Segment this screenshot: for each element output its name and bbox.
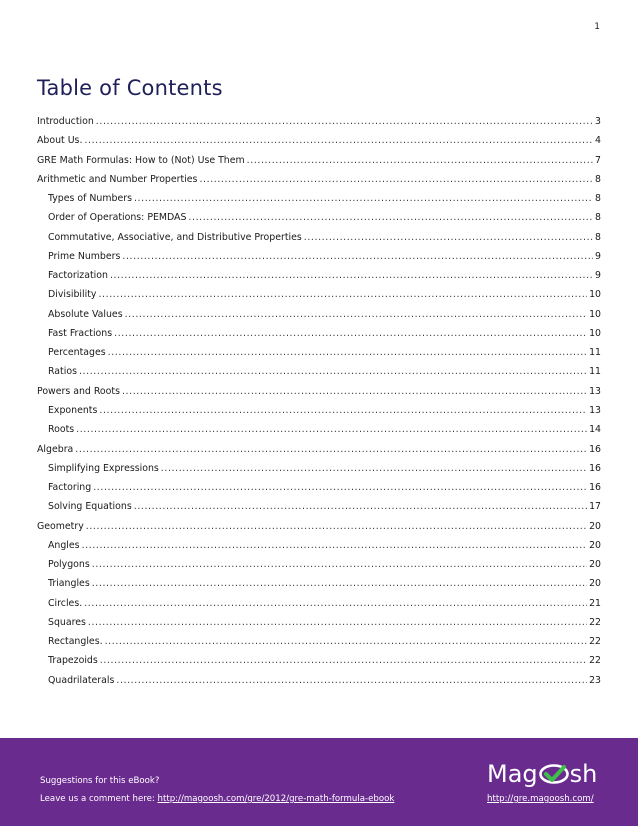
footer-comment-prefix: Leave us a comment here: [40,794,155,804]
toc-entry-label: Introduction [37,116,94,127]
toc-entry[interactable] [37,482,601,501]
toc-entry[interactable] [37,155,601,174]
toc-entry[interactable] [37,135,601,154]
toc-entry-page: 16 [589,443,601,455]
toc-entry[interactable] [37,598,601,617]
footer-comment-line [40,794,394,804]
footer-suggestion-text: Suggestions for this eBook? [40,776,160,786]
toc-entry-label: Geometry [37,520,84,532]
toc-entry-label: Divisibility [48,289,97,301]
toc-entry[interactable] [37,212,601,231]
toc-entry[interactable] [37,655,601,674]
toc-dot-leader [93,482,587,493]
toc-dot-leader [116,675,587,686]
toc-entry-label: Arithmetic and Number Properties [37,173,198,185]
toc-entry-label: Factoring [48,482,92,494]
toc-entry-page: 9 [595,250,601,262]
toc-entry-label: Rectangles. [48,636,103,648]
toc-dot-leader [122,251,593,262]
toc-dot-leader [122,386,587,397]
toc-dot-leader [88,617,587,628]
toc-dot-leader [86,521,587,532]
toc-entry[interactable] [37,559,601,578]
toc-entry-page: 22 [589,616,601,628]
toc-dot-leader [110,270,593,281]
toc-dot-leader [75,444,587,455]
toc-entry-label: Quadrilaterals [48,674,115,686]
toc-entry-page: 21 [589,597,601,609]
toc-entry-page: 9 [595,270,601,282]
table-of-contents [37,116,601,694]
toc-dot-leader [76,424,587,435]
toc-dot-leader [161,463,587,474]
toc-entry[interactable] [37,386,601,405]
toc-entry[interactable] [37,251,601,270]
toc-entry-page: 14 [589,424,601,436]
toc-dot-leader [247,155,593,166]
toc-entry-label: Roots [48,424,75,436]
toc-entry-page: 20 [589,559,601,571]
toc-entry[interactable] [37,444,601,463]
toc-entry-page: 17 [589,501,601,513]
logo-text-left: Mag [487,760,538,788]
toc-dot-leader [99,405,587,416]
toc-entry-page: 20 [589,578,601,590]
toc-entry-page: 16 [589,482,601,494]
toc-dot-leader [100,655,587,666]
comment-link[interactable]: http://magoosh.com/gre/2012/gre-math-formula-ebook [157,794,395,804]
toc-entry-label: Types of Numbers [48,193,132,205]
toc-entry-label: Absolute Values [48,308,123,320]
toc-dot-leader [108,347,587,358]
toc-entry[interactable] [37,521,601,540]
toc-entry-label: GRE Math Formulas: How to (Not) Use Them [37,154,245,166]
toc-entry[interactable] [37,309,601,328]
toc-entry[interactable] [37,347,601,366]
toc-entry-page: 20 [589,539,601,551]
toc-dot-leader [199,174,593,185]
toc-entry-page: 16 [589,462,601,474]
toc-dot-leader [84,598,587,609]
toc-dot-leader [92,559,587,570]
toc-entry-page: 13 [589,404,601,416]
toc-entry-label: Fast Fractions [48,327,113,339]
toc-entry[interactable] [37,578,601,597]
toc-entry[interactable] [37,675,601,694]
toc-entry-page: 10 [589,327,601,339]
toc-dot-leader [96,116,593,127]
toc-entry-page: 7 [595,154,601,166]
toc-entry[interactable] [37,405,601,424]
toc-entry-label: Factorization [48,270,108,282]
toc-dot-leader [188,212,593,223]
toc-entry-label: Angles [48,539,80,551]
footer-banner [0,738,638,826]
toc-entry-page: 10 [589,289,601,301]
toc-entry-label: Triangles [48,578,90,590]
toc-dot-leader [304,232,593,243]
toc-dot-leader [92,578,587,589]
toc-entry-page: 23 [589,674,601,686]
toc-entry[interactable] [37,463,601,482]
toc-entry[interactable] [37,174,601,193]
toc-entry-page: 22 [589,636,601,648]
toc-entry[interactable] [37,501,601,520]
toc-entry-page: 8 [595,212,601,224]
toc-entry-page: 13 [589,385,601,397]
toc-entry[interactable] [37,232,601,251]
toc-entry[interactable] [37,617,601,636]
toc-entry-label: Prime Numbers [48,250,121,262]
toc-dot-leader [125,309,587,320]
toc-entry[interactable] [37,540,601,559]
toc-entry-page: 8 [595,193,601,205]
toc-entry-label: Solving Equations [48,501,132,513]
toc-entry-page: 10 [589,308,601,320]
toc-dot-leader [114,328,587,339]
toc-dot-leader [82,540,587,551]
logo-text-right: sh [569,760,598,788]
toc-entry-label: About Us. [37,135,83,147]
magoosh-logo [487,762,597,786]
toc-dot-leader [84,135,593,146]
toc-entry[interactable] [37,636,601,655]
toc-dot-leader [79,366,587,377]
toc-entry-label: Algebra [37,443,74,455]
toc-entry-label: Ratios [48,366,77,378]
toc-entry-label: Circles. [48,597,83,609]
site-link[interactable]: http://gre.magoosh.com/ [487,794,594,804]
toc-dot-leader [98,289,587,300]
page-number: 1 [594,22,600,32]
toc-entry-label: Commutative, Associative, and Distributive Properties [48,231,302,243]
toc-entry-page: 8 [595,173,601,185]
logo-check-icon [539,764,569,784]
toc-entry-page: 20 [589,520,601,532]
toc-entry-page: 3 [595,116,601,127]
toc-entry[interactable] [37,116,601,135]
toc-entry-label: Powers and Roots [37,385,120,397]
toc-entry[interactable] [37,366,601,385]
toc-entry-page: 22 [589,655,601,667]
toc-entry-page: 11 [589,347,601,359]
toc-entry-page: 11 [589,366,601,378]
toc-entry-label: Squares [48,616,86,628]
toc-entry[interactable] [37,289,601,308]
toc-entry-label: Simplifying Expressions [48,462,159,474]
toc-dot-leader [134,193,593,204]
toc-entry-page: 4 [595,135,601,147]
page-title: Table of Contents [37,76,223,100]
toc-entry-label: Order of Operations: PEMDAS [48,212,187,224]
toc-entry[interactable] [37,328,601,347]
toc-entry-label: Trapezoids [48,655,98,667]
toc-entry[interactable] [37,270,601,289]
toc-entry[interactable] [37,193,601,212]
toc-entry-label: Exponents [48,404,98,416]
toc-dot-leader [105,636,587,647]
toc-entry-page: 8 [595,231,601,243]
toc-entry-label: Percentages [48,347,106,359]
toc-dot-leader [134,501,587,512]
toc-entry[interactable] [37,424,601,443]
toc-entry-label: Polygons [48,559,90,571]
